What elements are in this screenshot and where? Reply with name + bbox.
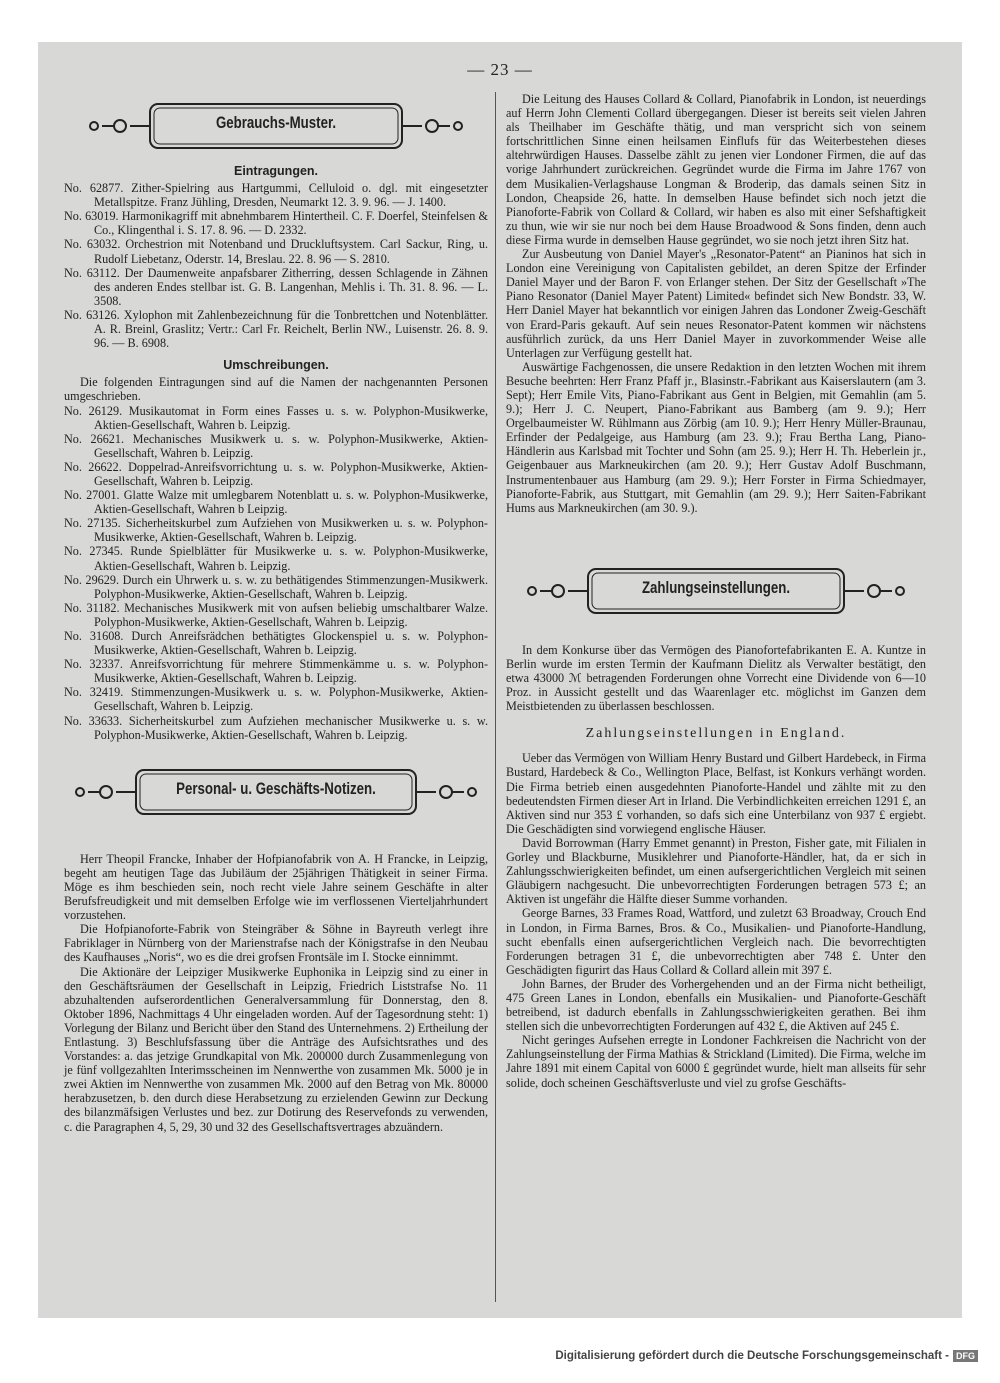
section-header-gebrauchs-muster [64,98,488,156]
scanned-page [38,42,962,1318]
list-item: No. 63112. Der Daumenweite anpafsbarer Zitherring, dessen Schlagende in Zähnen des anderen Endes stellbar ist. G. B. Langenhan, Mehlis i. Th. 31. 8. 96. — L. 3508. [64,265,488,308]
section-header-personal-notizen [64,764,488,822]
digitization-footer [555,1350,978,1362]
subsection-title: Umschreibungen. [223,358,329,373]
section-title: Gebrauchs-Muster. [215,113,337,132]
column-rule [495,92,496,1302]
list-item: No. 32419. Stimmenzungen-Musikwerk u. s. w. Polyphon-Musikwerke, Aktien-Gesellschaft, Wahren b. Leipzig. [64,685,488,714]
list-item: No. 29629. Durch ein Uhrwerk u. s. w. zu bethätigendes Stimmenzungen-Musikwerk. Polyphon-Musikwerke, Aktien-Gesellschaft, Wahren b. Leipzig. [64,572,488,601]
news-paragraph: George Barnes, 33 Frames Road, Wattford, und zuletzt 63 Broadway, Crouch End in London, in Firma Barnes, Bros. & Co., Musikalien- und Pianoforte-Handlung, sucht ebenfalls einen aufsergerichtlichen Vergleich nach. Die bevorrechtigten Forderungen betragen 31 £, die unbevorrechtigten aber 748 £. Unter den Geschädigten figurirt das Haus Collard & Collard allein mit 397 £. [506,906,926,977]
list-item: No. 63019. Harmonikagriff mit abnehmbarem Hintertheil. C. F. Doerfel, Steinfelsen & Co., Klingenthal i. S. 17. 8. 96. — D. 2332. [64,209,488,238]
news-paragraph: Die Leitung des Hauses Collard & Collard, Pianofabrik in London, ist neuerdings auf Herrn John Clementi Collard übergegangen. Dieser ist bereits seit vielen Jahren als Theilhaber im Geschäfte thätig, und man verspricht sich von seinem fortschrittlichen Sinne einen heilsamen Einflufs für das Weiterbestehen dieses altehrwürdigen Hauses. Dasselbe zählt zu jenen vier Londoner Firmen, die auf das vorige Jahrhundert zurückreichen. Gegründet wurde die Firma im Jahre 1767 von dem Musikalien-Verlagshause Longman & Broderip, das damals seinen Sitz in London, Cheapside 26, hatte. In demselben Hause befindet sich noch jetzt die Pianoforte-Fabrik von Collard & Collard, wir haben es also mit einer Sefshaftigkeit zu thun, wie wir sie nur noch bei dem Hause Broadwood & Sons finden, denn auch diese Firma wurde in demselben Hause gegründet, wo sie noch jetzt ihren Sitz hat. [506,92,926,247]
footer-text: Digitalisierung gefördert durch die Deutsche Forschungsgemeinschaft - [555,1350,949,1362]
list-item: No. 27345. Runde Spielblätter für Musikwerke u. s. w. Polyphon-Musikwerke, Aktien-Gesellschaft, Wahren b. Leipzig. [64,544,488,573]
dfg-logo: DFG [953,1350,978,1362]
section-title: Personal- u. Geschäfts-Notizen. [176,778,376,798]
list-item: No. 26129. Musikautomat in Form eines Fasses u. s. w. Polyphon-Musikwerke, Aktien-Gesellschaft, Wahren b. Leipzig. [64,403,488,432]
page-number: — 23 — [467,60,533,79]
list-item: No. 27001. Glatte Walze mit umlegbarem Notenblatt u. s. w. Polyphon-Musikwerke, Aktien-Gesellschaft, Wahren b Leipzig. [64,488,488,517]
list-item: No. 31608. Durch Anreifsrädchen bethätigtes Glockenspiel u. s. w. Polyphon-Musikwerke, Aktien-Gesellschaft, Wahren b. Leipzig. [64,629,488,658]
subsection-title: Eintragungen. [233,164,319,178]
section-title: Zahlungseinstellungen. [641,577,791,597]
news-paragraph: In dem Konkurse über das Vermögen des Pianofortefabrikanten E. A. Kuntze in Berlin wurde im ersten Termin der Kaufmann Dielitz als Verwalter bestätigt, den etwa 43000 ℳ betragenden Forderungen ohne Vorrecht eine Dividende von 6—10 Proz. in Aussicht gestellt und das Waarenlager etc. möglichst im Ganzen dem Meistbietenden zu überlassen beschlossen. [506,642,926,714]
intro-paragraph: Die folgenden Eintragungen sind auf die Namen der nachgenannten Personen umgeschrieben. [64,375,488,404]
right-column [506,92,926,1090]
list-item: No. 32337. Anreifsvorrichtung für mehrere Stimmenkämme u. s. w. Polyphon-Musikwerke, Aktien-Gesellschaft, Wahren b. Leipzig. [64,657,488,686]
list-item: No. 63126. Xylophon mit Zahlenbezeichnung für die Tonbrettchen und Notenblätter. A. R. Breinl, Graslitz; Vertr.: Carl Fr. Reichelt, Berlin NW., Luisenstr. 26. 8. 9. 96. — B. 6908. [64,307,488,351]
list-item: No. 27135. Sicherheitskurbel zum Aufziehen von Musikwerken u. s. w. Polyphon-Musikwerke, Aktien-Gesellschaft, Wahren b. Leipzig. [64,516,488,545]
list-item: No. 62877. Zither-Spielring aus Hartgummi, Celluloid o. dgl. mit eingesetzter Metallspitze. Franz Jühling, Dresden, Neumarkt 12. 3. 9. 96. — J. 1400. [64,181,488,210]
news-paragraph: Ueber das Vermögen von William Henry Bustard und Gilbert Hardebeck, in Firma Bustard, Hardebeck & Co., Wellington Place, Belfast, ist Konkurs verhängt worden. Die Firma betrieb einen ausgedehnten Pianoforte-Handel und zählte mit zu den bedeutendsten Firmen dieser Art in Irland. Die Verbindlichkeiten erreichen 1291 £, an Aktiven sind nur 353 £ vorhanden, so dafs sich eine Unterbilanz von 937 £ ergiebt. Die Geschädigten sind vorwiegend englische Häuser. [506,751,926,836]
news-paragraph: Auswärtige Fachgenossen, die unsere Redaktion in den letzten Wochen mit ihrem Besuche beehrten: Herr Franz Pfaff jr., Blasinstr.-Fabrikant aus Kaiserslautern (am 3. Sept); Herr Emile Vits, Piano-Fabrikant aus Gent in Belgien, mit Gemahlin (am 5. 9.); Herr J. C. Neupert, Piano-Fabrikant aus Bamberg (am 9. 9.); Herr Orgelbaumeister W. Rühlmann aus Zörbig (am 10. 9.); Herr Henry Müller-Braunau, Erfinder der Pedalgeige, aus Hamburg (am 23. 9.); Frau Bertha Lang, Piano-Händlerin aus Karlsbad mit Tochter und Sohn (am 25. 9.); Herr H. Th. Heberlein jr., Geigenbauer aus Markneukirchen (am 20. 9.); Herr Gustav Adolf Buschmann, Instrumentenbauer aus Hamburg (am 29. 9.); Herr Forster in Firma Schiedmayer, Pianoforte-Fabrik, aus Stuttgart, mit Gemahlin (am 29. 9.); Herr Saiten-Fabrikant Hums aus Markneukirchen (am 30. 9.). [506,359,926,515]
list-item: No. 33633. Sicherheitskurbel zum Aufziehen mechanischer Musikwerke u. s. w. Polyphon-Musikwerke, Aktien-Gesellschaft, Wahren b. Leipzig. [64,713,488,742]
news-paragraph: Herr Theopil Francke, Inhaber der Hofpianofabrik von A. H Francke, in Leipzig, begeht am heutigen Tage das Jubiläum der 25jährigen Thätigkeit in seiner Firma. Möge es ihm beschieden sein, noch recht viele Jahre seinem Geschäfte in alter Berufsfreudigkeit und mit demselben Erfolge wie im verflossenen Vierteljahrhundert vorzustehen. [64,851,488,923]
news-paragraph: Die Aktionäre der Leipziger Musikwerke Euphonika in Leipzig sind zu einer in den Geschäftsräumen der Gesellschaft in Leipzig, Friedrich Liststrafse No. 11 abzuhaltenden aufserordentlichen Generalversammlung für Donnerstag, den 8. Oktober 1896, Nachmittags 4 Uhr eingeladen worden. Auf der Tagesordnung steht: 1) Vorlegung der Bilanz und Bericht über den Stand des Unternehmens. 2) Ertheilung der Entlastung. 3) Beschlufsfassung über die Anträge des Aufsichtsrathes und des Vorstandes: a. das jetzige Grundkapital von Mk. 200000 durch Zusammenlegung von je fünf vollgezahlten Interimsscheinen im Nennwerthe von zusammen Mk. 5000 je in zwei Aktien im Nennwerthe von zusammen Mk. 2000 auf den Betrag von Mk. 80000 herabzusetzen, b. den durch diese Herabsetzung zu erzielenden Gewinn zur Deckung des bilanzmäfsigen Verlustes und bez. zur Dotirung des Reservefonds zu verwenden, c. die Paragraphen 4, 5, 29, 30 und 32 des Gesellschaftsvertrages abzuändern. [64,964,488,1134]
section-header-zahlungseinstellungen [506,563,926,621]
list-item: No. 31182. Mechanisches Musikwerk mit von aufsen beliebig umschaltbarer Walze. Polyphon-Musikwerke, Aktien-Gesellschaft, Wahren b. Leipzig. [64,600,488,629]
left-column [64,94,488,1134]
news-paragraph: David Borrowman (Harry Emmet genannt) in Preston, Fisher gate, mit Filialen in Gorley und Blackburne, Musiklehrer und Pianoforte-Händler, hat, da er sich in Zahlungsschwierigkeiten befindet, um einen aufsergerichtlichen Vergleich mit seinen Gläubigern nachgesucht. Die unbevorrechtigten Forderungen betragen 573 £; an Aktiven ist ungefähr die Hälfte dieser Summe vorhanden. [506,835,926,907]
list-item: No. 63032. Orchestrion mit Notenband und Druckluftsystem. Carl Sackur, Ring, u. Rudolf Liebetanz, Oderstr. 14, Breslau. 22. 8. 96 — S. 2810. [64,237,488,266]
list-item: No. 26622. Doppelrad-Anreifsvorrichtung u. s. w. Polyphon-Musikwerke, Aktien-Gesellschaft, Wahren b. Leipzig. [64,459,488,488]
subsection-title: Zahlungseinstellungen in England. [585,726,847,742]
news-paragraph: Zur Ausbeutung von Daniel Mayer's „Resonator-Patent“ an Pianinos hat sich in London eine Vereinigung von Capitalisten gebildet, an deren Spitze der Erfinder Daniel Mayer und der Baron F. von Erlanger stehen. Der Sitz der Gesellschaft »The Piano Resonator (Daniel Mayer Patent) Limited« befindet sich New Bondstr. 33, W. Herr Daniel Mayer hat bekanntlich vor einigen Jahren das Londoner Zweig-Geschäft von Erard-Paris gekauft. Auf sein neues Resonator-Patent kommen wir nächstens ausführlich zurück, da uns Herr Daniel Mayer in zuvorkommender Weise alle Unterlagen zur Verfügung gestellt hat. [506,247,926,360]
list-item: No. 26621. Mechanisches Musikwerk u. s. w. Polyphon-Musikwerke, Aktien-Gesellschaft, Wahren b. Leipzig. [64,431,488,460]
news-paragraph: Die Hofpianoforte-Fabrik von Steingräber & Söhne in Bayreuth verlegt ihre Fabriklager in Nürnberg von der Marienstrafse nach der Königstrafse in den Neubau des Kaufhauses „Noris“, wo es die drei grofsen Frontsäle im I. Stocke einnimmt. [64,922,488,965]
news-paragraph: Nicht geringes Aufsehen erregte in Londoner Fachkreisen die Nachricht von der Zahlungseinstellung der Firma Mathias & Strickland (Limited). Die Firma, welche im Jahre 1891 mit einem Capital von 6000 £ gegründet wurde, hielt man allseits für sehr solide, doch scheinen Geschäftsverluste und viel zu grofse Geschäfts- [506,1033,926,1090]
news-paragraph: John Barnes, der Bruder des Vorhergehenden und an der Firma nicht betheiligt, 475 Green Lanes in London, ebenfalls ein Musikalien- und Pianoforte-Geschäft betreibend, ist dadurch ebenfalls in Zahlungsschwierigkeiten gerathen. Bei ihm stellen sich die unbevorrechtigten Forderungen auf 432 £, die Aktiven auf 245 £. [506,976,926,1034]
